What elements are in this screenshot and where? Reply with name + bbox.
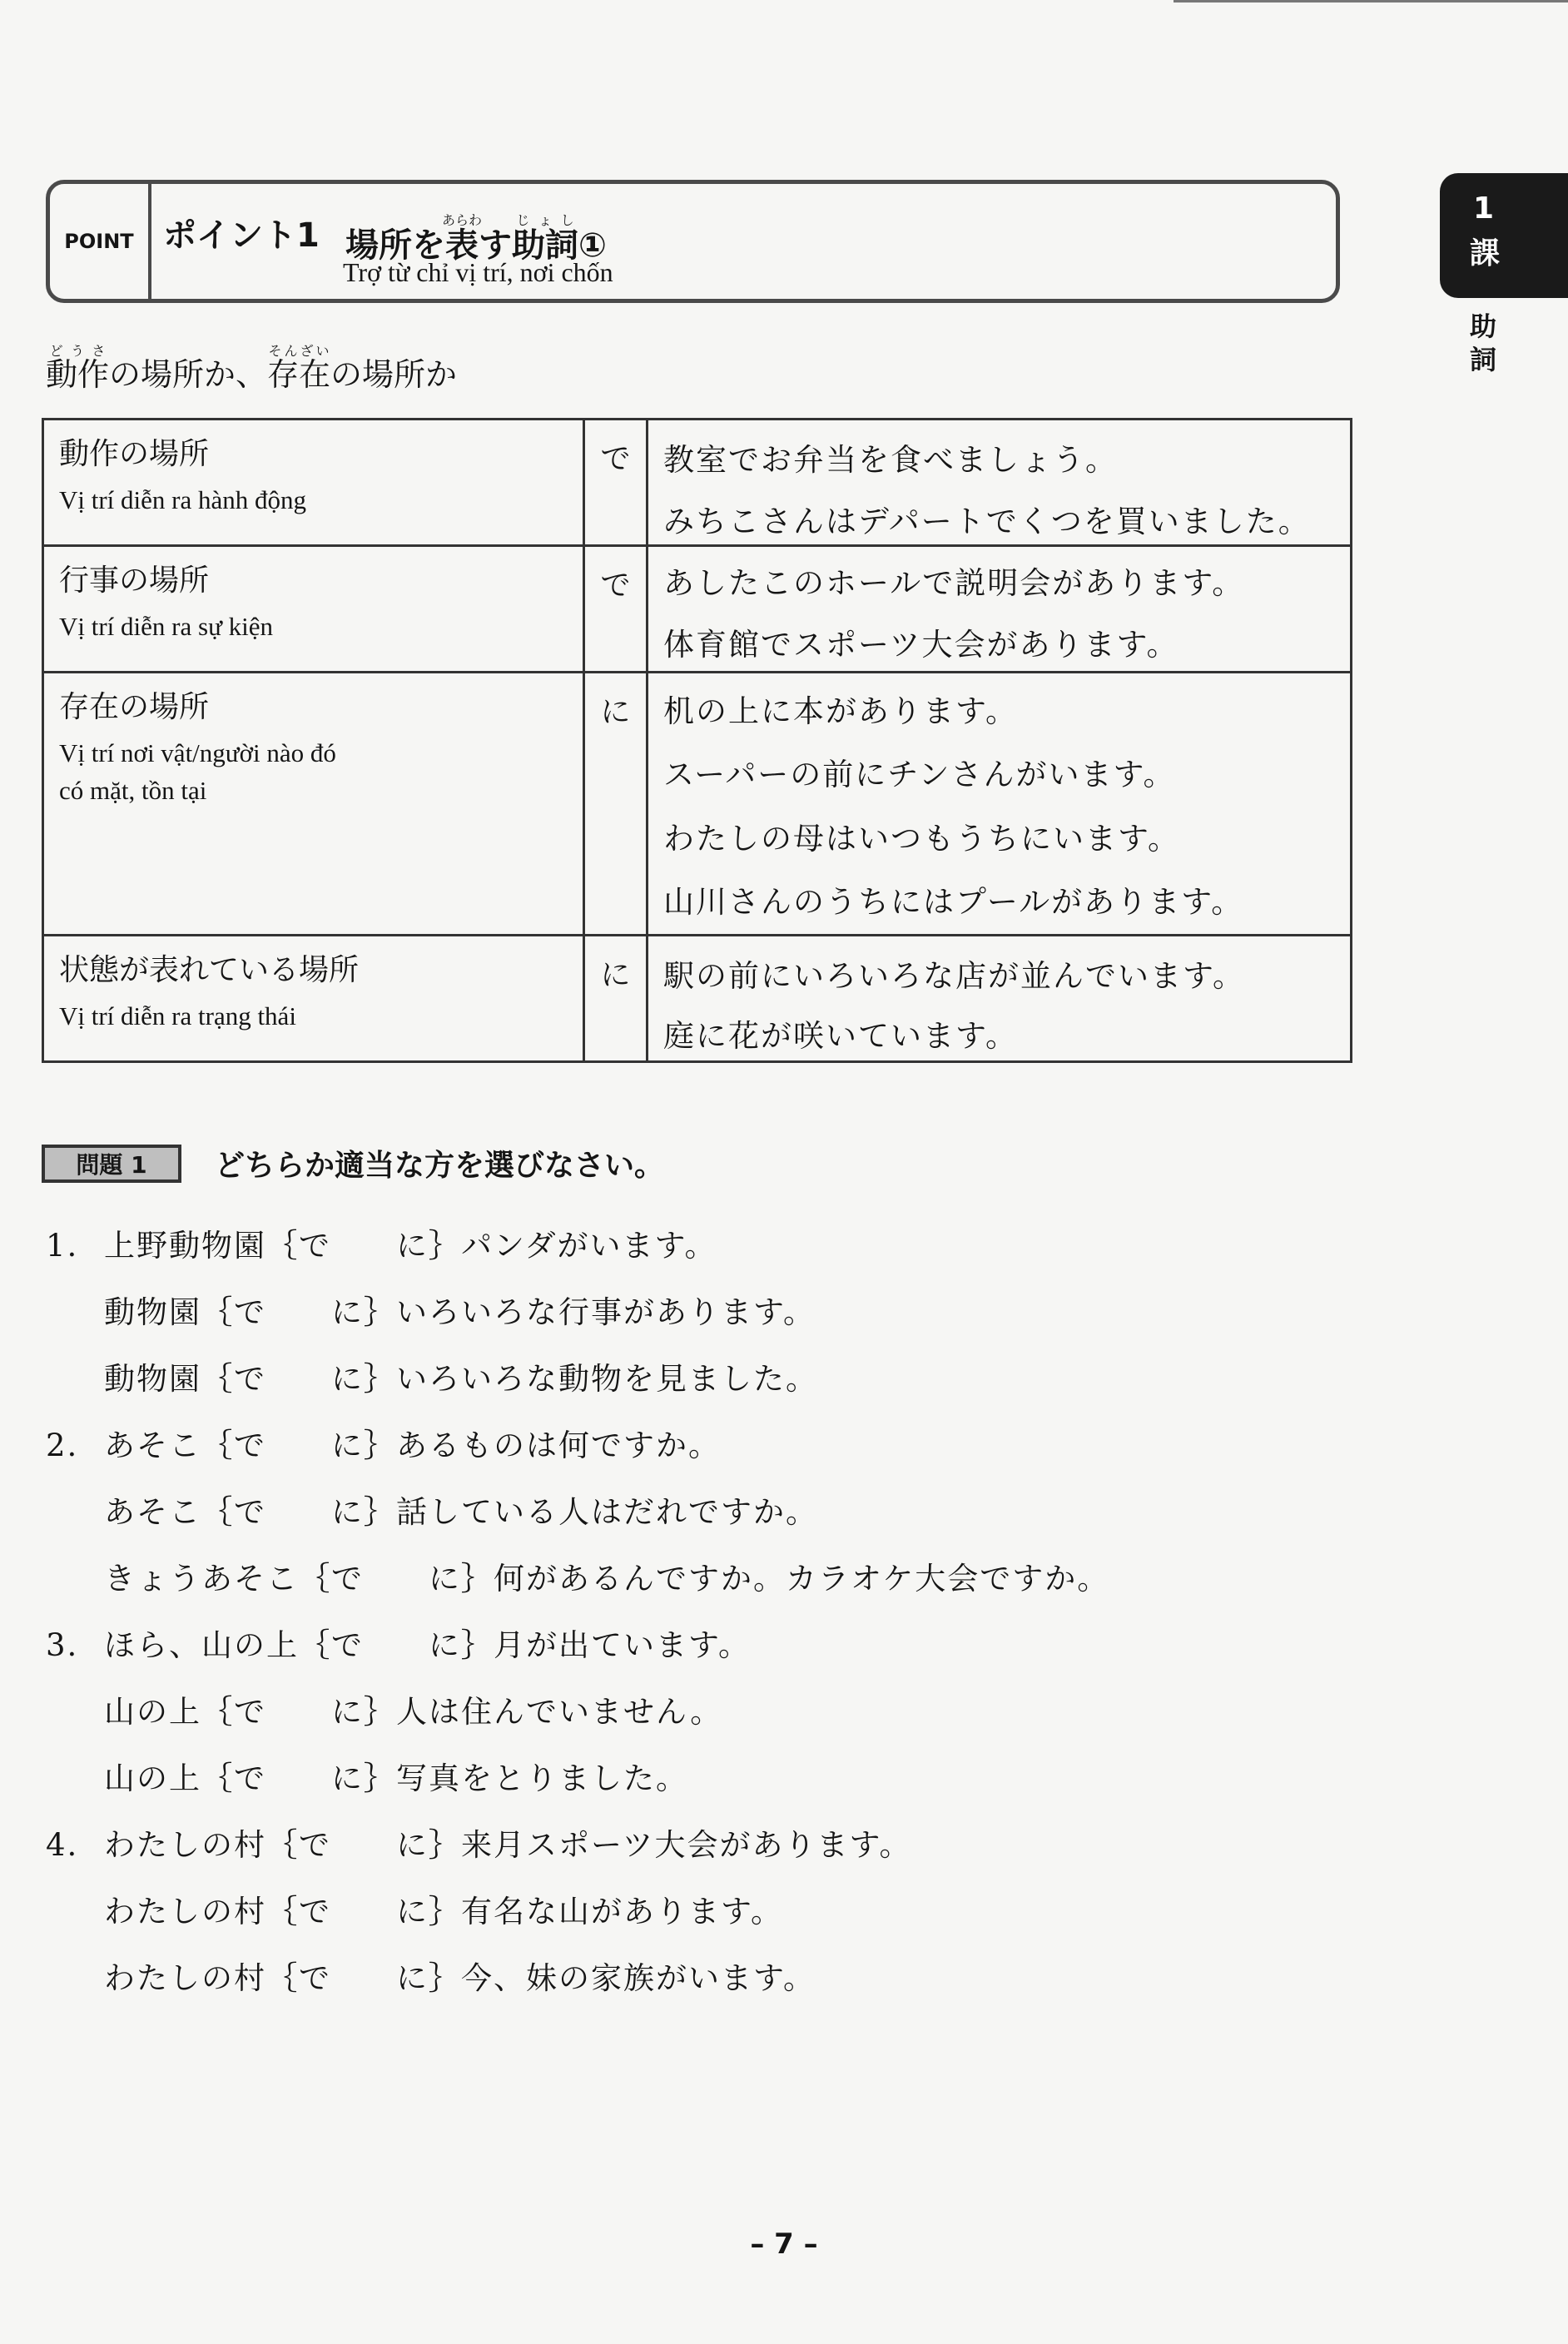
examples-cell xyxy=(648,420,1352,546)
table-row xyxy=(43,673,1352,936)
exercise-header xyxy=(42,1142,664,1184)
table-row xyxy=(43,420,1352,546)
place-vi: Vị trí nơi vật/người nào đó có mặt, tồn tại xyxy=(59,738,336,805)
place-cell xyxy=(43,546,584,673)
question-number: 4. xyxy=(46,1827,79,1863)
exercise-tag: 問題 1 xyxy=(42,1145,181,1183)
point-header xyxy=(46,180,1340,303)
place-vi: Vị trí diễn ra sự kiện xyxy=(59,612,273,641)
top-edge-line xyxy=(1174,0,1568,2)
example-sentence: 庭に花が咲いています。 xyxy=(663,1018,1019,1055)
point-tag: POINT xyxy=(50,184,151,299)
particle-cell: に xyxy=(584,673,648,936)
chapter-tab xyxy=(1440,173,1568,298)
example-sentence: 教室でお弁当を食べましょう。 xyxy=(663,442,1118,478)
example-sentence: 山川さんのうちにはプールがあります。 xyxy=(663,884,1244,921)
example-sentence: 机の上に本があります。 xyxy=(663,693,1019,729)
question-number: 3. xyxy=(46,1627,79,1663)
table-caption: 動作どうさの場所か、存在そんざいの場所か xyxy=(46,343,458,393)
example-sentence: 体育館でスポーツ大会があります。 xyxy=(663,627,1179,663)
question-text: 上野動物園｛で に｝パンダがいます。 xyxy=(104,1228,717,1264)
example-sentence: 駅の前にいろいろな店が並んでいます。 xyxy=(663,958,1246,994)
place-vi: Vị trí diễn ra hành động xyxy=(59,485,307,514)
question-text: わたしの村｛で に｝来月スポーツ大会があります。 xyxy=(104,1827,912,1863)
question-line xyxy=(46,1620,751,1665)
place-jp: 行事の場所 xyxy=(59,564,210,598)
question-line: 動物園｛で に｝いろいろな行事があります。 xyxy=(104,1294,816,1330)
particle-cell: で xyxy=(584,420,648,546)
question-line xyxy=(46,1820,912,1865)
chapter-number: 1 xyxy=(1473,191,1495,226)
example-sentence: みちこさんはデパートでくつを買いました。 xyxy=(663,504,1311,540)
place-jp: 状態が表れている場所 xyxy=(59,953,360,987)
point-title: 場所を表あらわす助詞じょし① xyxy=(345,212,607,265)
examples-cell xyxy=(648,673,1352,936)
place-jp: 動作の場所 xyxy=(59,437,210,471)
page-number: – 7 – xyxy=(750,2227,818,2261)
question-line xyxy=(46,1420,721,1465)
point-label: ポイント1 xyxy=(163,216,320,255)
question-line: わたしの村｛で に｝有名な山があります。 xyxy=(104,1894,784,1929)
example-sentence: あしたこのホールで説明会があります。 xyxy=(663,565,1245,601)
point-subtitle: Trợ từ chỉ vị trí, nơi chốn xyxy=(343,257,613,287)
question-line: あそこ｛で に｝話している人はだれですか。 xyxy=(104,1494,818,1530)
question-text: ほら、山の上｛で に｝月が出ています。 xyxy=(104,1627,752,1663)
place-cell xyxy=(43,673,584,936)
particle-cell: に xyxy=(584,936,648,1062)
chapter-section-label: 助詞 xyxy=(1469,310,1496,375)
place-cell xyxy=(43,420,584,546)
grammar-table xyxy=(42,418,1352,1063)
question-line xyxy=(46,1220,717,1265)
question-line: きょうあそこ｛で に｝何があるんですか。カラオケ大会ですか。 xyxy=(104,1561,1110,1597)
question-number: 1. xyxy=(46,1228,79,1264)
chapter-kanji: 課 xyxy=(1470,236,1501,271)
table-row xyxy=(43,936,1352,1062)
question-number: 2. xyxy=(46,1428,79,1463)
question-line: 動物園｛で に｝いろいろな動物を見ました。 xyxy=(104,1361,818,1397)
example-sentence: わたしの母はいつもうちにいます。 xyxy=(663,820,1181,857)
question-line: 山の上｛で に｝写真をとりました。 xyxy=(104,1760,688,1796)
question-line: わたしの村｛で に｝今、妹の家族がいます。 xyxy=(104,1960,816,1996)
table-row xyxy=(43,546,1352,673)
exercise-title: どちらか適当な方を選びなさい。 xyxy=(215,1149,665,1183)
question-line: 山の上｛で に｝人は住んでいません。 xyxy=(104,1694,723,1730)
examples-cell xyxy=(648,546,1352,673)
place-vi: Vị trí diễn ra trạng thái xyxy=(59,1001,296,1030)
place-cell xyxy=(43,936,584,1062)
examples-cell xyxy=(648,936,1352,1062)
question-text: あそこ｛で に｝あるものは何ですか。 xyxy=(104,1428,721,1463)
particle-cell: で xyxy=(584,546,648,673)
place-jp: 存在の場所 xyxy=(59,690,210,724)
example-sentence: スーパーの前にチンさんがいます。 xyxy=(663,757,1176,793)
